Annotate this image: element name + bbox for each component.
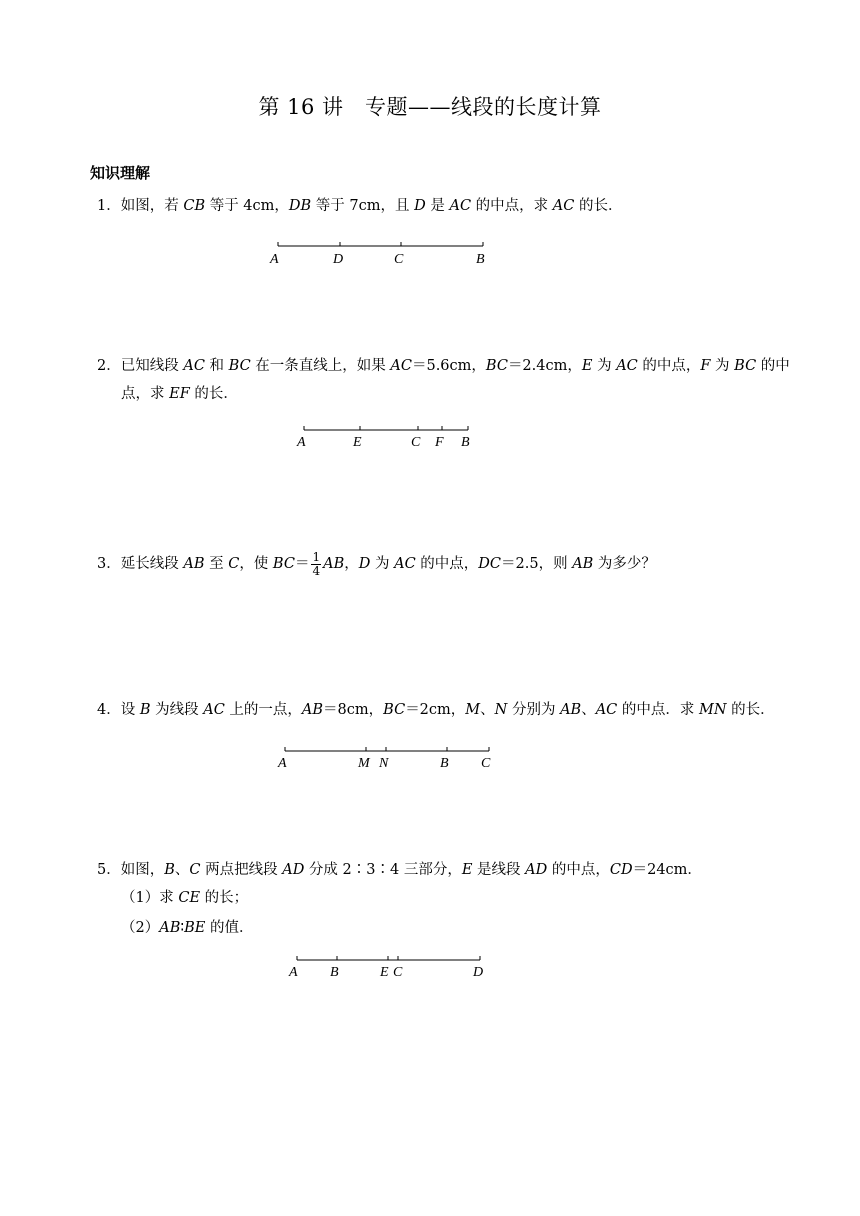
question-4 (97, 696, 775, 724)
question-2 (97, 352, 790, 380)
q1-text: 的长． (574, 198, 623, 214)
question-1 (97, 192, 622, 220)
q3-text: ，使 (239, 556, 273, 572)
q1-var: CB (183, 198, 206, 214)
point-label-b: B (476, 252, 485, 267)
q4-var: M (465, 702, 481, 718)
q3-text: ＝2.5，则 (501, 556, 573, 572)
q3-text: 延长线段 (120, 556, 184, 572)
q4-text: 分别为 (507, 702, 561, 718)
q4-text: 、 (581, 702, 596, 718)
point-label-d: D (473, 965, 484, 980)
q4-var: AC (595, 702, 618, 718)
q2-text: 的长． (189, 386, 238, 402)
q1-text: 如图，若 (120, 198, 184, 214)
point-label-a: A (270, 252, 279, 267)
q1-text: 是 (425, 198, 450, 214)
q5-part-text: （2） (121, 920, 160, 936)
q5-var: AD (525, 862, 548, 878)
q4-segment-figure (268, 741, 498, 777)
q2-var: E (581, 358, 593, 374)
point-label-a: A (297, 435, 306, 450)
q5-var: E (461, 862, 473, 878)
question-5-part-2 (121, 914, 254, 942)
q4-var: B (139, 702, 151, 718)
question-5 (97, 856, 702, 884)
q3-var: AC (394, 556, 416, 572)
q5-text: 是线段 (472, 862, 526, 878)
q5-number: 5． (97, 862, 121, 878)
q5-var: B (164, 862, 175, 878)
q2-text: ＝2.4cm， (507, 358, 582, 374)
point-label-c: C (481, 756, 491, 771)
q4-var: AC (203, 702, 225, 718)
q3-var: AB (183, 556, 205, 572)
question-3 (97, 550, 656, 578)
point-label-c: C (393, 965, 403, 980)
point-label-b: B (461, 435, 470, 450)
point-label-d: D (333, 252, 344, 267)
q5-var: CD (609, 862, 633, 878)
fraction-numerator: 1 (312, 549, 321, 564)
q2-var: EF (169, 386, 190, 402)
q4-text: ＝2cm， (405, 702, 466, 718)
q4-text: ＝8cm， (323, 702, 384, 718)
q5-text: 、 (174, 862, 190, 878)
q1-number: 1． (97, 198, 121, 214)
q4-text: 的长． (726, 702, 775, 718)
q4-var: MN (699, 702, 727, 718)
q3-var: C (228, 556, 240, 572)
q5-part-text: 的值． (205, 920, 254, 936)
q2-var: BC (734, 358, 757, 374)
point-label-f: F (435, 435, 444, 450)
q4-text: 设 (120, 702, 140, 718)
q5-text: ＝24cm． (632, 862, 702, 878)
q2-text: 为 (592, 358, 617, 374)
q2-var: AC (390, 358, 412, 374)
question-5-part-1 (121, 884, 248, 912)
q5-text: 如图， (120, 862, 165, 878)
q5-text: 的中点， (547, 862, 610, 878)
point-label-e: E (353, 435, 362, 450)
q1-var: D (414, 198, 426, 214)
point-label-e: E (380, 965, 389, 980)
q3-var: DC (478, 556, 502, 572)
page-title: 第 16 讲 专题——线段的长度计算 (258, 95, 602, 119)
q4-text: 上的一点， (224, 702, 302, 718)
q4-var: N (494, 702, 508, 718)
q4-number: 4． (97, 702, 121, 718)
q1-segment-figure (260, 236, 500, 272)
q4-text: 为线段 (150, 702, 204, 718)
q3-text: 为 (370, 556, 395, 572)
point-label-a: A (289, 965, 298, 980)
q4-var: AB (301, 702, 324, 718)
q2-var: F (700, 358, 711, 374)
point-label-b: B (330, 965, 339, 980)
q2-segment-figure (288, 420, 488, 456)
q5-part-text: ∶ (180, 920, 185, 936)
section-heading: 知识理解 (90, 164, 151, 182)
q3-number: 3． (97, 556, 121, 572)
q4-var: AB (560, 702, 582, 718)
q1-text: 的中点，求 (471, 198, 553, 214)
q2-text: 点，求 (121, 386, 170, 402)
q5-var: BE (184, 920, 206, 936)
q3-text: 为多少？ (593, 556, 656, 572)
point-label-b: B (440, 756, 449, 771)
q2-text: 已知线段 (120, 358, 184, 374)
q2-text: 和 (204, 358, 229, 374)
q2-text: 的中点， (637, 358, 701, 374)
q2-var: AC (183, 358, 205, 374)
point-label-c: C (411, 435, 421, 450)
q2-number: 2． (97, 358, 121, 374)
fraction-one-quarter (311, 551, 321, 578)
q5-part-text: （1）求 (121, 890, 179, 906)
point-label-m: M (358, 756, 370, 771)
q5-var: AD (282, 862, 305, 878)
q2-text: 在一条直线上，如果 (250, 358, 391, 374)
q3-var: AB (572, 556, 594, 572)
q1-var: AC (552, 198, 575, 214)
q1-var: DB (288, 198, 312, 214)
q5-text: 两点把线段 (200, 862, 283, 878)
q2-var: BC (485, 358, 508, 374)
q5-var: CE (178, 890, 201, 906)
q2-text: 的中 (756, 358, 790, 374)
q5-var: C (189, 862, 201, 878)
q1-text: 等于 7cm，且 (311, 198, 415, 214)
q3-text: ， (344, 556, 359, 572)
q5-segment-figure (280, 950, 500, 986)
q3-text: 至 (204, 556, 229, 572)
point-label-a: A (278, 756, 287, 771)
q4-text: 、 (480, 702, 495, 718)
q3-var: AB (323, 556, 345, 572)
q1-var: AC (449, 198, 472, 214)
q4-text: 的中点．求 (617, 702, 699, 718)
q3-text: 的中点， (415, 556, 479, 572)
q2-text: ＝5.6cm， (411, 358, 486, 374)
q5-part-text: 的长； (200, 890, 249, 906)
q3-var: D (358, 556, 371, 572)
q3-text: ＝ (294, 556, 310, 572)
q5-var: AB (159, 920, 181, 936)
point-label-n: N (379, 756, 389, 771)
q2-var: BC (228, 358, 251, 374)
fraction-denominator: 4 (312, 563, 321, 578)
q2-text: 为 (710, 358, 735, 374)
q5-text: 分成 2∶3∶4 三部分， (304, 862, 462, 878)
q1-text: 等于 4cm， (205, 198, 289, 214)
q2-var: AC (616, 358, 638, 374)
q4-var: BC (383, 702, 406, 718)
point-label-c: C (394, 252, 404, 267)
question-2-continued (121, 380, 238, 408)
q3-var: BC (272, 556, 295, 572)
